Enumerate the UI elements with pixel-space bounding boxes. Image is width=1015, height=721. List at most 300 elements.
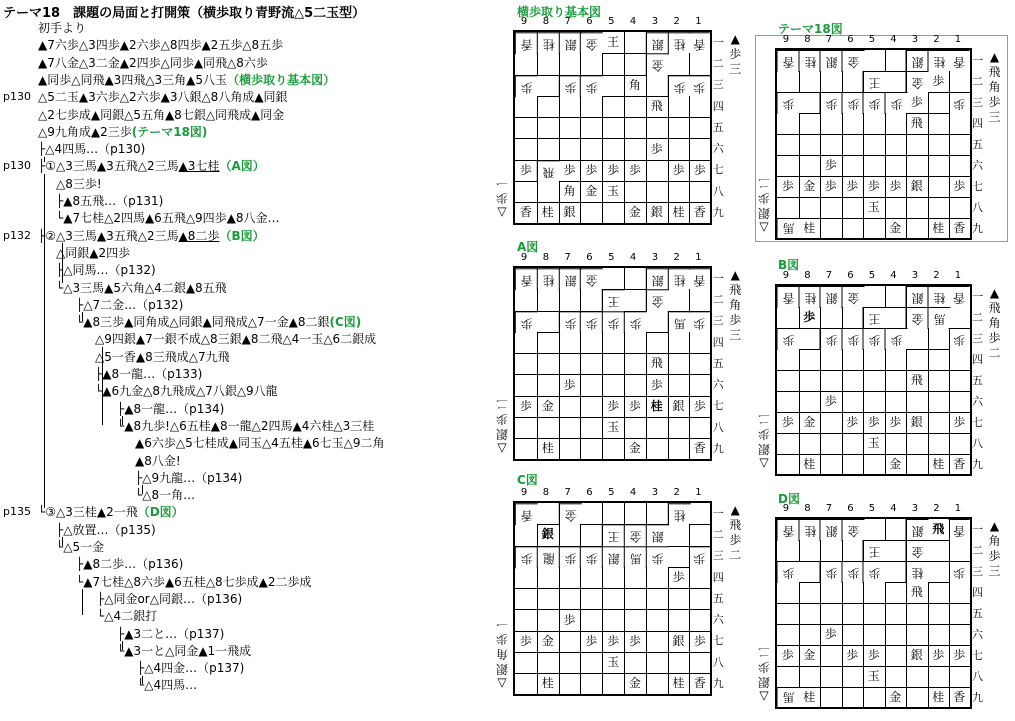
sente-piece: 歩 [668,160,691,182]
sente-piece: 金 [799,645,822,667]
file-label: 8 [804,503,811,514]
gote-piece: 歩 [689,311,710,333]
board-square [537,181,560,203]
gote-piece: 銀 [820,286,843,308]
board-square [842,370,865,392]
gote-piece: 銀 [646,32,669,54]
rank-label: 九 [972,221,983,235]
board-square [777,370,800,392]
file-label: 5 [868,270,876,281]
move-text: ▲7八金△3二金▲2四歩△同歩▲同飛△8六歩 [38,55,268,70]
move-text: △5二玉▲3六歩△2六歩▲3八銀△8八角成▲同銀 [38,90,288,105]
sente-piece: 飛 [928,519,951,541]
file-label: 5 [608,16,615,27]
move-text: └▲8三歩▲同角成△同銀▲同飛成△7一金▲8二銀 [76,315,330,330]
move-text: └▲6九金△8九飛成△7八銀△9八龍 [95,384,278,399]
rank-label: 七 [712,163,724,177]
gote-hand: △銀歩二 [496,396,509,456]
board-square [799,540,822,562]
sente-hand: ▲飛角歩三 [988,50,1001,124]
board-square [928,624,951,646]
tree-connector [62,243,63,283]
board-square [559,524,582,546]
gote-piece: 歩 [689,75,710,97]
board-square [668,117,691,139]
sente-piece: 歩 [928,645,951,667]
gote-piece: 金 [646,289,669,311]
board-square [885,307,908,329]
board-square [689,503,710,525]
sente-piece: 歩 [689,396,710,418]
file-label: 6 [586,487,593,498]
file-label: 8 [804,34,811,45]
board-square [646,652,669,674]
board-square [537,503,560,525]
board-square [885,197,908,219]
board-square [646,673,669,693]
board-square [515,567,538,589]
board-square [949,391,970,413]
sente-piece: 玉 [863,666,886,688]
file-label: 5 [608,487,615,498]
move-text: └▲3一と△同金▲1一飛成 [117,643,252,658]
board-square [863,391,886,413]
board-square [537,117,560,139]
board-square [624,139,647,161]
board-square [580,438,603,458]
sente-piece: 金 [537,396,560,418]
rank-label: 六 [972,394,983,408]
tree-connector [142,676,143,685]
board-square [668,96,691,118]
file-label: 9 [520,487,528,498]
sente-piece: 歩 [602,631,625,653]
board-square [928,582,951,604]
move-text: ▲8二歩 [178,228,220,243]
board-square [580,289,603,311]
board-square [646,438,669,458]
gote-piece: 歩 [842,92,865,114]
sente-piece: 銀 [668,631,691,653]
board-square [559,96,582,118]
sente-piece: 歩 [580,160,603,182]
gote-piece: 銀 [559,268,582,290]
board-square [799,666,822,688]
sente-piece: 香 [693,205,706,220]
board-square [777,582,800,604]
board-square [559,567,582,589]
gote-piece: 歩 [863,92,886,114]
gote-piece: 香 [515,268,538,290]
sente-piece: 歩 [949,412,970,434]
file-label: 8 [804,270,811,281]
board-square [906,349,929,371]
board-square [515,673,538,693]
board-square [928,92,951,114]
board-square [602,588,625,610]
move-text: ├△4四金…（p137) [137,661,245,676]
board-square [885,134,908,156]
gote-piece: 王 [602,289,625,311]
sente-piece: 歩 [820,176,843,198]
sente-piece: 銀 [537,524,560,546]
sente-piece: 歩 [777,412,800,434]
move-text: ├▲8一龍…（p134) [117,401,225,416]
board-square [799,92,822,114]
file-label: 3 [911,270,919,281]
file-label: 9 [782,270,790,281]
rank-label: 八 [712,420,724,434]
gote-piece: 桂 [928,50,951,72]
board-square [624,332,647,354]
board-square [928,349,951,371]
board-square [624,181,647,203]
sente-piece: 金 [885,454,908,474]
move-text: △同銀▲2四歩 [56,245,131,260]
board-square [580,353,603,375]
gote-piece: 香 [949,50,970,72]
board-square [777,624,800,646]
tree-line [76,297,183,314]
board-square [885,666,908,688]
tree-line [135,470,242,487]
gote-piece: 歩 [820,561,843,583]
board-square [799,582,822,604]
board-square [668,289,691,311]
rank-label: 二 [972,74,983,88]
board-square [559,588,582,610]
board-square [885,286,908,308]
board-square [928,412,951,434]
file-label: 9 [782,34,790,45]
sente-piece: 歩 [559,610,582,632]
board-square [515,588,538,610]
board-square [689,96,710,118]
file-label: 4 [629,487,637,498]
tree-line [117,401,224,418]
page-ref: p130 [3,159,31,173]
tree-connector [122,641,123,650]
move-text: ▲同歩△同飛▲3四飛△3三角▲5八玉 [38,72,228,87]
gote-piece: 桂 [928,286,951,308]
gote-piece: 銀 [820,50,843,72]
board-square [928,134,951,156]
shogi-board [775,48,972,240]
board-square [559,289,582,311]
file-label: 4 [629,252,637,263]
sente-piece: 歩 [842,176,865,198]
gote-piece: 龍 [537,546,560,568]
board-square [842,113,865,135]
gote-piece: 金 [842,286,865,308]
board-square [580,524,603,546]
board-square [515,652,538,674]
board-title: テーマ18図 [778,22,843,36]
board-square [949,540,970,562]
sente-piece: 銀 [668,396,691,418]
board-square [777,454,800,474]
rank-label: 三 [972,331,983,345]
board-square [949,370,970,392]
gote-piece: 銀 [820,519,843,541]
file-label: 2 [933,34,940,45]
board-square [689,652,710,674]
sente-piece: 玉 [602,652,625,674]
move-text: ├▲8五飛…（p131) [56,194,164,208]
gote-piece: 歩 [559,75,582,97]
board-square [885,561,908,583]
board-square [928,391,951,413]
file-label: 7 [825,34,833,45]
gote-piece: 香 [949,286,970,308]
sente-piece: 金 [885,218,908,238]
tree-line [56,193,163,210]
file-label: 1 [954,270,962,281]
gote-piece: 桂 [668,503,691,525]
sente-piece: 金 [624,673,647,693]
file-label: 4 [890,34,897,45]
board-square [820,433,843,455]
board-square [928,155,951,177]
board-square [949,666,970,688]
board-square [799,561,822,583]
board-square [885,433,908,455]
board-square [668,438,691,458]
board-square [515,417,538,439]
gote-hand: △歩一 [496,175,509,220]
move-text: └△8一角… [135,488,196,503]
sente-piece: 王 [602,32,625,54]
sente-piece: 歩 [559,160,582,182]
sente-piece: 桂 [928,687,951,707]
file-label: 6 [586,16,593,27]
board-square [885,391,908,413]
board-square [885,370,908,392]
sente-piece: 飛 [906,370,929,392]
board-square [602,567,625,589]
sente-piece: 歩 [624,396,647,418]
gote-piece: 馬 [777,218,800,238]
board-square [777,540,800,562]
gote-piece: 桂 [668,268,691,290]
board-square [668,588,691,610]
move-text: ├△同馬…（p132) [56,263,156,278]
gote-piece: 銀 [906,286,929,308]
board-square [624,353,647,375]
file-label: 5 [868,34,876,45]
sente-hand: ▲歩三 [729,32,742,76]
move-text: ├▲8一龍…（p133) [95,367,203,381]
board-square [559,438,582,458]
gote-piece: 金 [906,540,929,562]
gote-piece: 香 [689,268,710,290]
board-square [885,519,908,541]
board-square [820,197,843,219]
tree-line [76,556,183,573]
board-square [820,113,843,135]
board-square [624,567,647,589]
rank-label: 五 [712,120,724,134]
board-square [580,417,603,439]
tree-line [137,660,244,677]
board-square [799,603,822,625]
sente-piece: 金 [580,181,603,203]
board-square [646,181,669,203]
board-square [580,567,603,589]
board-square [580,117,603,139]
gote-piece: 桂 [668,32,691,54]
file-label: 7 [825,503,833,514]
rank-label: 四 [972,352,983,366]
file-label: 2 [933,503,940,514]
board-title: B図 [778,258,800,272]
gote-piece: 歩 [624,311,647,333]
tree-line [97,591,242,608]
board-square [689,524,710,546]
board-square [668,524,691,546]
board-square [820,540,843,562]
gote-piece: 歩 [949,561,970,583]
sente-piece: 歩 [842,645,865,667]
file-label: 7 [564,16,571,27]
file-label: 9 [520,252,528,263]
gote-piece: 歩 [515,311,538,333]
rank-label: 八 [712,184,724,198]
diagram-ref: （A図） [219,159,265,174]
board-square [602,503,625,525]
board-square [624,53,647,75]
board-square [842,197,865,219]
board-square [799,113,822,135]
rank-label: 六 [972,627,983,641]
sente-piece: 銀 [906,412,929,434]
board-square [842,433,865,455]
move-text: └△4四馬… [137,678,198,693]
sente-piece: 歩 [820,624,843,646]
board-square [863,519,886,541]
file-label: 1 [695,252,702,263]
board-square [602,53,625,75]
sente-piece: 歩 [863,176,886,198]
gote-piece: 桂 [799,519,822,541]
rank-label: 九 [972,690,983,704]
move-text: 初手より [38,21,87,35]
rank-label: 一 [972,522,983,536]
board-square [820,218,843,238]
rank-label: 六 [712,142,724,156]
file-label: 2 [673,487,680,498]
board-square [777,391,800,413]
sente-piece: 歩 [842,412,865,434]
board-square [624,117,647,139]
file-label: 6 [586,252,593,263]
sente-piece: 桂 [928,454,951,474]
board-square [906,197,929,219]
rank-label: 八 [972,669,983,683]
board-title: D図 [778,492,800,506]
sente-piece: 飛 [646,353,669,375]
move-text: └▲7七桂△8六歩▲6五桂△8七歩成▲2二歩成 [76,574,312,589]
board-square [906,391,929,413]
gote-piece: 金 [646,53,669,75]
tree-line [38,20,86,37]
board-square [689,353,710,375]
sente-piece: 飛 [906,582,929,604]
board-square [580,139,603,161]
tree-line [76,574,312,591]
board-square [863,286,886,308]
board-square [624,652,647,674]
gote-piece: 香 [689,32,710,54]
board-square [906,666,929,688]
file-label: 5 [868,503,876,514]
board-square [515,524,538,546]
tree-line [38,124,207,141]
file-label: 5 [608,252,615,263]
gote-piece: 歩 [885,328,908,350]
board-square [624,32,647,54]
gote-piece: 歩 [949,92,970,114]
board-square [820,687,843,707]
board-square [646,567,669,589]
move-text: └▲7七桂△2四馬▲6五飛△9四歩▲8八金… [56,211,280,226]
gote-piece: 馬 [668,311,691,333]
board-square [537,610,560,632]
board-square [689,332,710,354]
board-square [799,197,822,219]
board-square [559,673,582,693]
diagram-ref: (C図) [329,315,362,330]
file-label: 3 [651,16,659,27]
gote-piece: 金 [842,519,865,541]
board-square [602,202,625,222]
board-square [777,113,800,135]
rank-label: 七 [712,399,724,413]
board-square [537,353,560,375]
board-square [624,588,647,610]
board-square [602,673,625,693]
rank-label: 五 [712,356,724,370]
board-square [885,50,908,72]
file-label: 4 [890,270,897,281]
board-square [842,391,865,413]
gote-piece: 歩 [580,311,603,333]
file-label: 7 [825,270,833,281]
move-text: ├②△3三馬▲3五飛△2三馬 [38,228,179,243]
board-square [885,71,908,93]
board-square [820,307,843,329]
rank-label: 二 [972,543,983,557]
board-square [799,349,822,371]
board-square [537,53,560,75]
board-square [799,71,822,93]
gote-piece: 銀 [602,546,625,568]
file-label: 8 [542,252,550,263]
gote-piece: 馬 [777,687,800,707]
board-square [949,433,970,455]
sente-piece: 香 [953,690,966,704]
sente-piece: 歩 [602,396,625,418]
gote-piece: 香 [515,503,538,525]
gote-piece: 歩 [515,75,538,97]
gote-piece: 金 [842,50,865,72]
board-square [537,567,560,589]
move-text: △5一香▲8三飛成△7九飛 [95,349,230,364]
board-square [885,582,908,604]
board-square [949,71,970,93]
move-text: ├△7二金…（p132) [76,297,184,312]
file-label: 1 [954,34,962,45]
